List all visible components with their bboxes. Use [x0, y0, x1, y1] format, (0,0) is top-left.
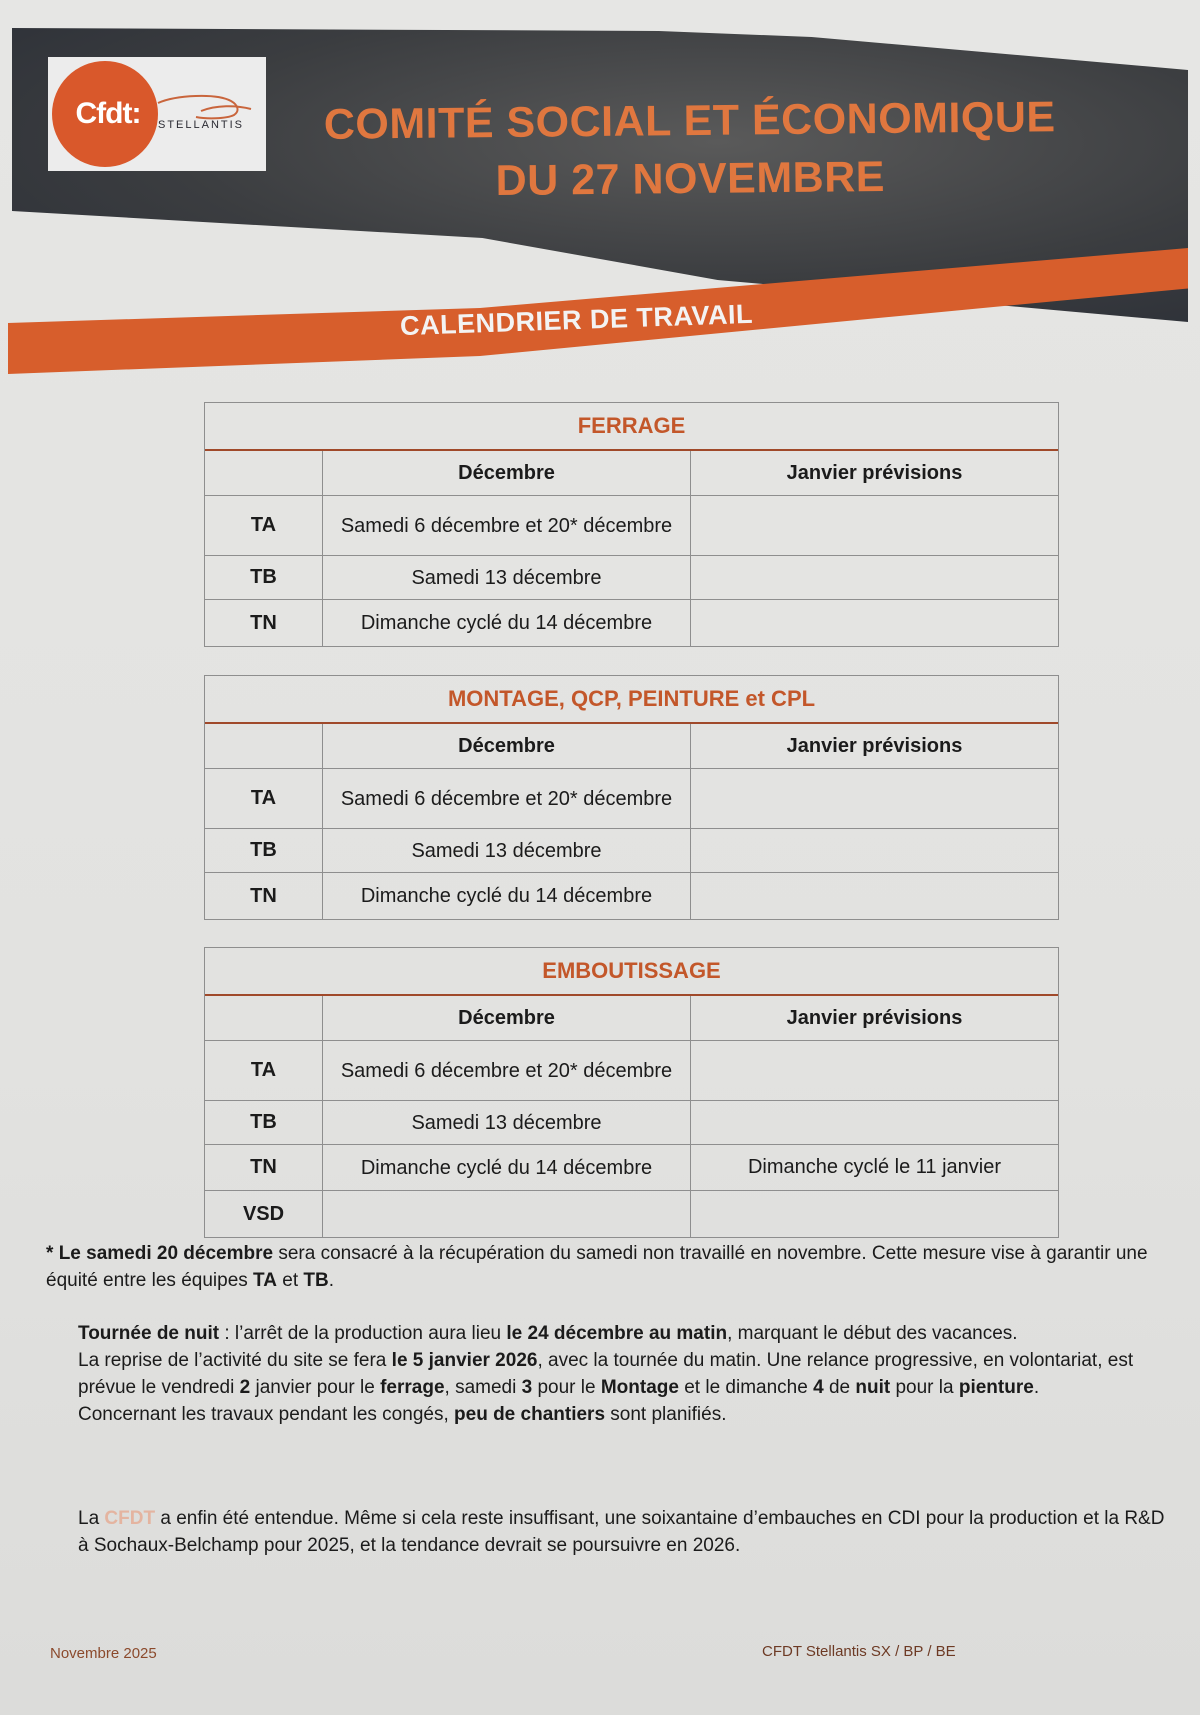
footnote-bold-date: Le samedi 20 décembre [58, 1243, 274, 1264]
table-row [205, 1191, 1058, 1237]
text: . [1033, 1377, 1040, 1398]
text: sont planifiés. [605, 1404, 727, 1425]
bold-text: Tournée de nuit [78, 1323, 220, 1344]
decembre-cell: Dimanche cyclé du 14 décembre [323, 873, 691, 919]
team-cell: TN [205, 873, 323, 919]
team-cell: TB [205, 829, 323, 872]
team-cell: TA [205, 1041, 323, 1100]
stellantis-wordmark: STELLANTIS [158, 119, 245, 131]
header-cell-team [205, 724, 323, 768]
decembre-cell [323, 1191, 691, 1237]
bold-text: Montage [600, 1377, 679, 1398]
title-line-2: DU 27 NOVEMBRE [495, 152, 886, 206]
bold-text: le 24 décembre au matin [506, 1323, 728, 1344]
text: , marquant le début des vacances. [727, 1323, 1018, 1344]
paragraph-line [78, 1320, 1168, 1347]
bold-text: nuit [855, 1377, 891, 1398]
decembre-cell: Samedi 6 décembre et 20* décembre [323, 769, 691, 828]
decembre-cell: Samedi 13 décembre [323, 829, 691, 872]
footnote-star: * [46, 1243, 59, 1264]
footnote [46, 1240, 1166, 1294]
text: : l’arrêt de la production aura lieu [219, 1323, 507, 1344]
team-cell: TB [205, 556, 323, 599]
header-cell-team [205, 996, 323, 1040]
bold-text: 2 [239, 1377, 251, 1398]
table-header-row [205, 451, 1058, 496]
janvier-cell [691, 556, 1058, 599]
table-row [205, 556, 1058, 600]
header-cell-janvier: Janvier prévisions [786, 461, 963, 484]
header-cell-janvier: Janvier prévisions [786, 734, 963, 757]
logo-text: Cfdt: [75, 97, 141, 130]
decembre-cell: Dimanche cyclé du 14 décembre [323, 1145, 691, 1190]
table-title: EMBOUTISSAGE [205, 948, 1058, 996]
decembre-cell: Samedi 13 décembre [323, 1101, 691, 1144]
cfdt-logo-circle [52, 61, 158, 167]
janvier-cell [691, 1041, 1058, 1100]
team-cell: TN [205, 600, 323, 646]
bold-text: 3 [521, 1377, 533, 1398]
bold-text: ferrage [380, 1377, 445, 1398]
table-header-row [205, 996, 1058, 1041]
section-subtitle: CALENDRIER DE TRAVAIL [399, 298, 754, 342]
table-row [205, 1101, 1058, 1145]
table-title: FERRAGE [205, 403, 1058, 451]
table-row [205, 1041, 1058, 1101]
decembre-cell: Samedi 13 décembre [323, 556, 691, 599]
janvier-cell [691, 769, 1058, 828]
text: , avec la tournée du matin. Une relance progressive, en volontariat, est prévue le vendredi [78, 1350, 1134, 1398]
header-cell-decembre: Décembre [323, 451, 691, 495]
decembre-cell: Dimanche cyclé du 14 décembre [323, 600, 691, 646]
janvier-cell: Dimanche cyclé le 11 janvier [747, 1156, 1002, 1178]
text: , samedi [444, 1377, 522, 1398]
table-row [205, 600, 1058, 646]
schedule-table-emboutissage [204, 947, 1059, 1238]
janvier-cell [691, 600, 1058, 646]
bold-text: 4 [813, 1377, 824, 1398]
team-cell: TA [205, 769, 323, 828]
footer-date: Novembre 2025 [50, 1645, 157, 1662]
footer-organization: CFDT Stellantis SX / BP / BE [762, 1643, 956, 1660]
text: et le dimanche [678, 1377, 814, 1398]
paragraph-line [78, 1505, 1168, 1559]
bold-text: le 5 janvier 2026 [391, 1350, 538, 1371]
text: La reprise de l’activité du site se fera [78, 1350, 392, 1371]
table-row [205, 769, 1058, 829]
paragraph-embauches [78, 1505, 1168, 1559]
decembre-cell: Samedi 6 décembre et 20* décembre [323, 1041, 691, 1100]
bold-text: pienture [958, 1377, 1034, 1398]
paragraph-line [78, 1347, 1168, 1401]
janvier-cell [691, 1101, 1058, 1144]
team-cell: TB [205, 1101, 323, 1144]
footnote-text: sera consacré à la récupération du samedi non travaillé en novembre. Cette mesure vise à garantir une équité entre les équipes [46, 1243, 1148, 1291]
header-cell-team [205, 451, 323, 495]
decembre-cell: Samedi 6 décembre et 20* décembre [323, 496, 691, 555]
table-row [205, 873, 1058, 919]
table-row [205, 1145, 1058, 1191]
cfdt-brand-text: CFDT [104, 1508, 156, 1529]
janvier-cell [691, 1191, 1058, 1237]
header-cell-janvier: Janvier prévisions [786, 1006, 963, 1029]
footnote-text: et [276, 1270, 304, 1291]
text: janvier pour le [250, 1377, 381, 1398]
schedule-table-ferrage [204, 402, 1059, 647]
footnote-text: . [328, 1270, 334, 1291]
text: pour la [890, 1377, 959, 1398]
table-row [205, 829, 1058, 873]
title-line-1: COMITÉ SOCIAL ET ÉCONOMIQUE [323, 93, 1056, 149]
text: La [78, 1508, 105, 1529]
cfdt-stellantis-logo [48, 57, 266, 171]
janvier-cell [691, 496, 1058, 555]
text: de [823, 1377, 856, 1398]
text: pour le [532, 1377, 601, 1398]
text: a enfin été entendue. Même si cela reste insuffisant, une soixantaine d’embauches en CDI pour la production et la R&D à Sochaux-Belchamp pour 2025, et la tendance devrait se poursuivre en 2026. [78, 1508, 1165, 1556]
page-title [259, 88, 1120, 213]
table-header-row [205, 724, 1058, 769]
table-title: MONTAGE, QCP, PEINTURE et CPL [205, 676, 1058, 724]
janvier-cell [691, 829, 1058, 872]
footnote-tb: TB [303, 1270, 329, 1291]
team-cell: TN [205, 1145, 323, 1190]
schedule-table-montage [204, 675, 1059, 920]
team-cell: VSD [205, 1191, 323, 1237]
header-cell-decembre: Décembre [323, 724, 691, 768]
bold-text: peu de chantiers [454, 1404, 606, 1425]
text: Concernant les travaux pendant les congés, [78, 1404, 455, 1425]
paragraph-vacances [78, 1320, 1168, 1428]
paragraph-line [78, 1401, 1168, 1428]
janvier-cell [691, 873, 1058, 919]
table-row [205, 496, 1058, 556]
team-cell: TA [205, 496, 323, 555]
header-cell-decembre: Décembre [323, 996, 691, 1040]
footnote-ta: TA [253, 1270, 277, 1291]
